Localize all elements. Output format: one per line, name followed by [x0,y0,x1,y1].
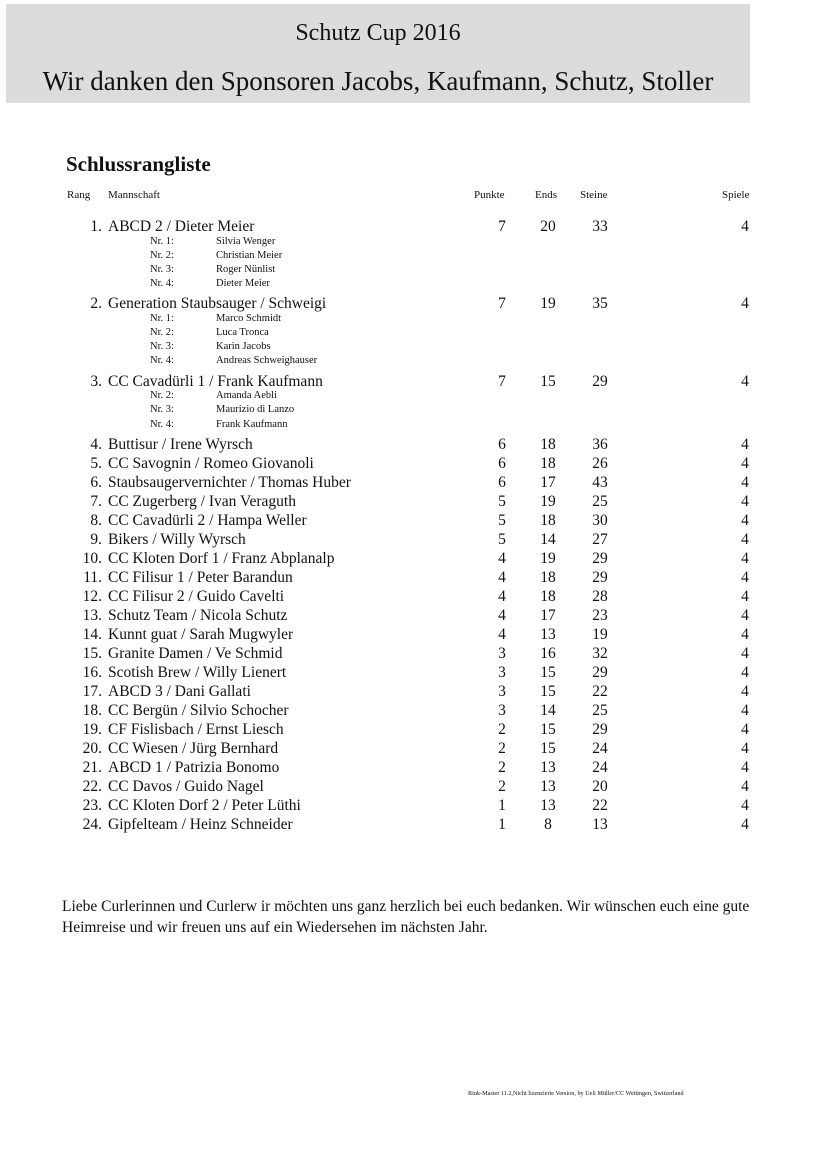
steine-value: 24 [592,758,608,776]
ends-value: 15 [540,739,556,757]
rank-number: 16. [82,663,102,681]
member-label: Nr. 1: [150,235,174,247]
team-name: CC Bergün / Silvio Schocher [108,701,289,719]
steine-value: 32 [592,644,608,662]
spiele-value: 4 [741,435,749,453]
team-name: ABCD 3 / Dani Gallati [108,682,251,700]
rank-number: 7. [90,492,102,510]
punkte-value: 1 [498,796,506,814]
member-label: Nr. 2: [150,390,174,402]
rank-number: 18. [82,701,102,719]
ends-value: 13 [540,758,556,776]
ends-value: 19 [540,492,556,510]
punkte-value: 4 [498,549,506,567]
ends-value: 17 [540,606,556,624]
closing-message: Liebe Curlerinnen und Curlerw ir möchten uns ganz herzlich bei euch bedanken. Wir wünschen euch eine gute Heimreise und wir freuen uns auf ein Wiedersehen im nächsten Jahr. [62,898,750,936]
rank-number: 12. [82,587,102,605]
page-title: Schlussrangliste [66,152,211,176]
column-header-ends: Ends [535,189,557,201]
spiele-value: 4 [741,473,749,491]
rank-number: 13. [82,606,102,624]
ends-value: 15 [540,372,556,390]
team-name: CC Filisur 2 / Guido Cavelti [108,587,285,605]
member-name: Dieter Meier [216,278,270,290]
steine-value: 24 [592,739,608,757]
team-name: CC Wiesen / Jürg Bernhard [108,739,279,757]
ends-value: 17 [540,473,556,491]
spiele-value: 4 [741,587,749,605]
team-name: CC Cavadürli 2 / Hampa Weller [108,511,307,529]
punkte-value: 4 [498,606,506,624]
member-name: Christian Meier [216,249,283,261]
punkte-value: 3 [498,682,506,700]
team-name: Bikers / Willy Wyrsch [108,530,246,548]
column-header-punkte: Punkte [474,189,505,201]
rank-number: 24. [82,815,102,833]
rank-number: 14. [82,625,102,643]
member-label: Nr. 4: [150,355,174,367]
ends-value: 15 [540,663,556,681]
spiele-value: 4 [741,777,749,795]
steine-value: 29 [592,372,608,390]
steine-value: 22 [592,682,608,700]
ends-value: 16 [540,644,556,662]
spiele-value: 4 [741,720,749,738]
ends-value: 13 [540,625,556,643]
event-title: Schutz Cup 2016 [295,20,461,46]
rank-number: 6. [90,473,102,491]
punkte-value: 4 [498,568,506,586]
team-name: CC Zugerberg / Ivan Veraguth [108,492,296,510]
punkte-value: 2 [498,720,506,738]
rank-number: 8. [90,511,102,529]
header-banner [6,4,750,103]
rank-number: 21. [82,758,102,776]
punkte-value: 3 [498,644,506,662]
rank-number: 23. [82,796,102,814]
steine-value: 27 [592,530,608,548]
spiele-value: 4 [741,549,749,567]
ends-value: 18 [540,568,556,586]
spiele-value: 4 [741,701,749,719]
steine-value: 29 [592,663,608,681]
punkte-value: 5 [498,511,506,529]
punkte-value: 5 [498,530,506,548]
rank-number: 20. [82,739,102,757]
rank-number: 19. [82,720,102,738]
ends-value: 19 [540,549,556,567]
ends-value: 8 [544,815,552,833]
spiele-value: 4 [741,372,749,390]
spiele-value: 4 [741,295,749,313]
member-label: Nr. 2: [150,327,174,338]
steine-value: 36 [592,435,608,453]
spiele-value: 4 [741,758,749,776]
rank-number: 9. [90,530,102,548]
punkte-value: 6 [498,454,506,472]
ends-value: 18 [540,454,556,472]
member-label: Nr. 3: [150,404,174,416]
team-name: Staubsaugervernichter / Thomas Huber [108,473,351,491]
team-name: Scotish Brew / Willy Lienert [108,663,287,681]
ends-value: 14 [540,701,556,719]
team-name: Schutz Team / Nicola Schutz [108,606,288,624]
sponsors-line: Wir danken den Sponsoren Jacobs, Kaufmann, Schutz, Stoller [42,66,714,96]
member-name: Amanda Aebli [216,390,277,402]
spiele-value: 4 [741,663,749,681]
ends-value: 13 [540,796,556,814]
spiele-value: 4 [741,815,749,833]
column-header-mannschaft: Mannschaft [108,189,160,201]
team-name: ABCD 1 / Patrizia Bonomo [108,758,280,776]
ends-value: 13 [540,777,556,795]
member-label: Nr. 3: [150,341,174,353]
punkte-value: 6 [498,473,506,491]
member-label: Nr. 4: [150,418,174,430]
punkte-value: 7 [498,372,506,390]
team-name: Kunnt guat / Sarah Mugwyler [108,625,294,643]
steine-value: 28 [592,587,608,605]
member-name: Marco Schmidt [216,312,282,324]
ends-value: 18 [540,511,556,529]
spiele-value: 4 [741,530,749,548]
rank-number: 1. [90,218,102,235]
spiele-value: 4 [741,511,749,529]
column-header-spiele: Spiele [722,189,750,201]
punkte-value: 2 [498,777,506,795]
rank-number: 4. [90,435,102,453]
spiele-value: 4 [741,454,749,472]
spiele-value: 4 [741,492,749,510]
punkte-value: 1 [498,815,506,833]
team-name: CC Filisur 1 / Peter Barandun [108,568,293,586]
punkte-value: 4 [498,625,506,643]
steine-value: 25 [592,701,608,719]
rank-number: 15. [82,644,102,662]
team-name: Gipfelteam / Heinz Schneider [108,815,293,833]
member-name: Silvia Wenger [216,235,276,247]
spiele-value: 4 [741,625,749,643]
spiele-value: 4 [741,739,749,757]
rank-number: 22. [82,777,102,795]
rank-number: 17. [82,682,102,700]
team-name: Granite Damen / Ve Schmid [108,644,283,662]
punkte-value: 5 [498,492,506,510]
ends-value: 18 [540,587,556,605]
member-label: Nr. 4: [150,278,174,290]
steine-value: 33 [592,218,608,235]
spiele-value: 4 [741,682,749,700]
rank-number: 11. [83,568,102,586]
punkte-value: 2 [498,739,506,757]
team-name: CF Fislisbach / Ernst Liesch [108,720,284,738]
member-name: Roger Nünlist [216,263,276,275]
software-footer: Rink-Master 11.2,Nicht lizenzierte Version, by Ueli Müller/CC Wettingen, Switzerland [468,1090,684,1097]
punkte-value: 7 [498,218,506,235]
team-name: CC Savognin / Romeo Giovanoli [108,454,314,472]
team-name: CC Kloten Dorf 1 / Franz Abplanalp [108,549,335,567]
ends-value: 14 [540,530,556,548]
steine-value: 43 [592,473,608,491]
rank-number: 10. [82,549,102,567]
punkte-value: 2 [498,758,506,776]
punkte-value: 3 [498,701,506,719]
column-header-rang: Rang [67,189,91,201]
team-name: Buttisur / Irene Wyrsch [108,435,253,453]
member-name: Frank Kaufmann [216,418,288,430]
team-name: CC Davos / Guido Nagel [108,777,264,795]
spiele-value: 4 [741,606,749,624]
ends-value: 18 [540,435,556,453]
steine-value: 29 [592,568,608,586]
ends-value: 20 [540,218,556,235]
steine-value: 29 [592,720,608,738]
ends-value: 15 [540,720,556,738]
punkte-value: 6 [498,435,506,453]
steine-value: 30 [592,511,608,529]
spiele-value: 4 [741,796,749,814]
steine-value: 23 [592,606,608,624]
steine-value: 22 [592,796,608,814]
member-label: Nr. 3: [150,263,174,275]
member-name: Maurizio di Lanzo [216,404,295,416]
spiele-value: 4 [741,644,749,662]
member-name: Karin Jacobs [216,341,271,353]
rank-number: 3. [90,372,102,390]
rank-number: 2. [90,295,102,313]
spiele-value: 4 [741,218,749,235]
team-name: ABCD 2 / Dieter Meier [108,218,255,235]
punkte-value: 7 [498,295,506,313]
steine-value: 35 [592,295,608,313]
punkte-value: 4 [498,587,506,605]
team-name: Generation Staubsauger / Schweigi [108,295,327,313]
steine-value: 25 [592,492,608,510]
ends-value: 19 [540,295,556,313]
team-name: CC Kloten Dorf 2 / Peter Lüthi [108,796,301,814]
steine-value: 29 [592,549,608,567]
column-header-steine: Steine [580,189,608,201]
steine-value: 19 [592,625,608,643]
steine-value: 13 [592,815,608,833]
spiele-value: 4 [741,568,749,586]
steine-value: 20 [592,777,608,795]
steine-value: 26 [592,454,608,472]
member-name: Luca Tronca [216,327,269,338]
team-name: CC Cavadürli 1 / Frank Kaufmann [108,372,323,390]
member-label: Nr. 1: [150,312,174,324]
ends-value: 15 [540,682,556,700]
member-name: Andreas Schweighauser [216,355,318,367]
member-label: Nr. 2: [150,249,174,261]
rank-number: 5. [90,454,102,472]
punkte-value: 3 [498,663,506,681]
